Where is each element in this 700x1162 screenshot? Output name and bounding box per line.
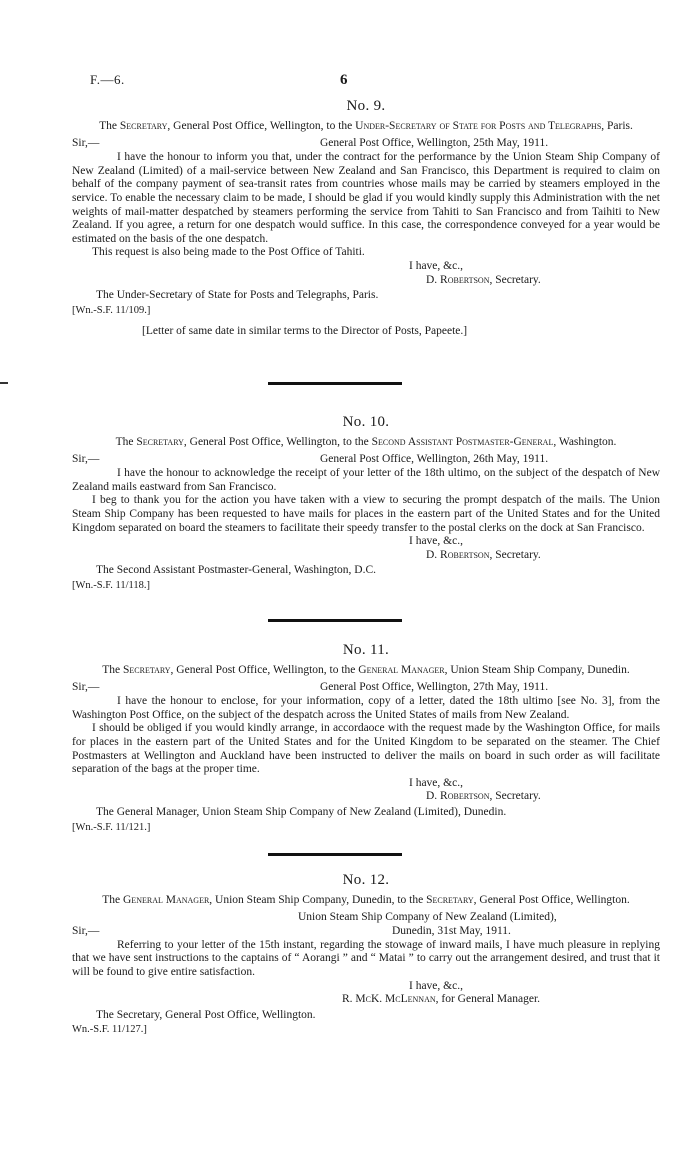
addressee: The Under-Secretary of State for Posts and Telegraphs, Paris.: [96, 289, 379, 302]
addressee: The General Manager, Union Steam Ship Company of New Zealand (Limited), Dunedin.: [96, 805, 507, 818]
letter-title: The General Manager, Union Steam Ship Company, Dunedin, to the Secretary, General Post Office, Wellington.: [102, 893, 630, 906]
sender: Secretary,: [136, 435, 187, 448]
paragraph: I have the honour to enclose, for your information, copy of a letter, dated the 18th ultimo [see No. 3], from the Washington Post Office, on the subject of the despatch across the United States of mails from New Zealand.: [72, 695, 660, 721]
letter-number: No. 12.: [342, 872, 390, 888]
sender: General Manager,: [123, 893, 213, 906]
recipient: Under-Secretary of State for Posts and Telegraphs,: [355, 119, 605, 132]
signature: D. Robertson, Secretary.: [426, 790, 541, 803]
salutation-row: [72, 137, 660, 151]
signature: D. Robertson, Secretary.: [426, 273, 541, 286]
signature: D. Robertson, Secretary.: [426, 548, 541, 561]
letter-title: The Secretary, General Post Office, Wellington, to the Second Assistant Postmaster-General, Washington.: [115, 435, 617, 448]
paragraph: This request is also being made to the Post Office of Tahiti.: [92, 246, 365, 259]
paragraph: I have the honour to inform you that, under the contract for the performance by the Union Steam Ship Company of New Zealand (Limited) of a mail-service between New Zealand and San Francisco, this Department is required to claim on behalf of the company payment of sea-transit rates from countries whose mails may be carried by steamers employed in the service. To enable the necessary claim to be made, I should be glad if you would kindly supply this Administration with the net weights of mail-matter despatched by steamers performing the service from Tahiti to San Francisco and from Taihiti to New Zealand. If you agree, a return for one despatch would suffice. In this case, the correspondence conveyed for a year would be estimated on the basis of the one despatch.: [72, 151, 660, 245]
letter-no-10: [72, 416, 660, 593]
recipient: Secretary,: [426, 893, 477, 906]
section-divider: [268, 619, 402, 622]
salutation: Sir,—: [72, 137, 100, 150]
sender-address: General Post Office, Wellington, 27th May, 1911.: [320, 681, 549, 694]
file-reference: [Wn.-S.F. 11/121.]: [72, 821, 151, 833]
salutation: Sir,—: [72, 453, 100, 466]
salutation-row: [72, 681, 660, 695]
paragraph: Referring to your letter of the 15th instant, regarding the stowage of inward mails, I have much pleasure in replying that we have sent instructions to the captains of “ Aorangi ” and “ Matai ” to carry out the arrangement desired, and trust that it will be found to give entire satisfaction.: [72, 938, 660, 978]
closing: I have, &c.,: [409, 535, 463, 548]
recipient: General Manager,: [358, 663, 448, 676]
letter-no-11: [72, 644, 660, 834]
paragraph: I should be obliged if you would kindly arrange, in accordaoce with the request made by the Washington Office, for mails for places in the eastern part of the United States and for the United Kingdom to be separated on the steamer. The Chief Postmasters at Wellington and Auckland have been instructed to deliver the mails on board in such order as will facilitate separation of the bags at the proper time.: [72, 722, 660, 776]
page-reference: F.—6.: [90, 72, 125, 87]
addressee: The Secretary, General Post Office, Wellington.: [96, 1008, 316, 1021]
letter-number: No. 10.: [342, 414, 390, 430]
sender-address: General Post Office, Wellington, 25th May, 1911.: [320, 137, 549, 150]
recipient: Second Assistant Postmaster-General,: [371, 435, 557, 448]
sender: Secretary,: [123, 663, 174, 676]
sender: Secretary,: [119, 119, 171, 132]
section-divider: [268, 382, 402, 385]
closing: I have, &c.,: [409, 979, 463, 992]
letter-no-12: [72, 874, 660, 1037]
paragraph: I beg to thank you for the action you have taken with a view to securing the prompt despatch of the mails. The Union Steam Ship Company has been requested to have mails for places in the eastern part of the United States and for the United Kingdom separated on board the steamers to facilitate their speedy transfer to the postal clerks on the dock at San Francisco.: [72, 494, 660, 534]
salutation-row: [72, 453, 660, 467]
letter-number: No. 9.: [346, 98, 386, 114]
editorial-note: [Letter of same date in similar terms to the Director of Posts, Papeete.]: [142, 325, 468, 338]
letter-title: The Secretary, General Post Office, Wellington, to the General Manager, Union Steam Ship Company, Dunedin.: [102, 663, 630, 676]
file-reference: Wn.-S.F. 11/127.]: [72, 1024, 147, 1036]
sender-address: General Post Office, Wellington, 26th May, 1911.: [320, 453, 549, 466]
page-header: [90, 72, 660, 90]
page-number: 6: [340, 72, 348, 88]
salutation: Sir,—: [72, 681, 100, 694]
letter-title: The Secretary, General Post Office, Wellington, to the Under-Secretary of State for Posts and Telegraphs, Paris.: [99, 119, 633, 132]
salutation-row: [72, 925, 660, 939]
margin-mark: [0, 382, 8, 384]
file-reference: [Wn.-S.F. 11/109.]: [72, 304, 151, 316]
paragraph: I have the honour to acknowledge the receipt of your letter of the 18th ultimo, on the subject of the despatch of New Zealand mails eastward from San Francisco.: [72, 467, 660, 493]
sender-address-line-1: Union Steam Ship Company of New Zealand (Limited),: [298, 911, 557, 924]
closing: I have, &c.,: [409, 259, 463, 272]
sender-address-line-2: Dunedin, 31st May, 1911.: [392, 924, 511, 937]
closing: I have, &c.,: [409, 776, 463, 789]
addressee: The Second Assistant Postmaster-General, Washington, D.C.: [96, 564, 377, 577]
file-reference: [Wn.-S.F. 11/118.]: [72, 579, 151, 591]
letter-number: No. 11.: [342, 642, 390, 658]
salutation: Sir,—: [72, 924, 100, 937]
letter-no-9: [72, 100, 660, 339]
section-divider: [268, 853, 402, 856]
signature: R. McK. McLennan, for General Manager.: [342, 993, 541, 1006]
